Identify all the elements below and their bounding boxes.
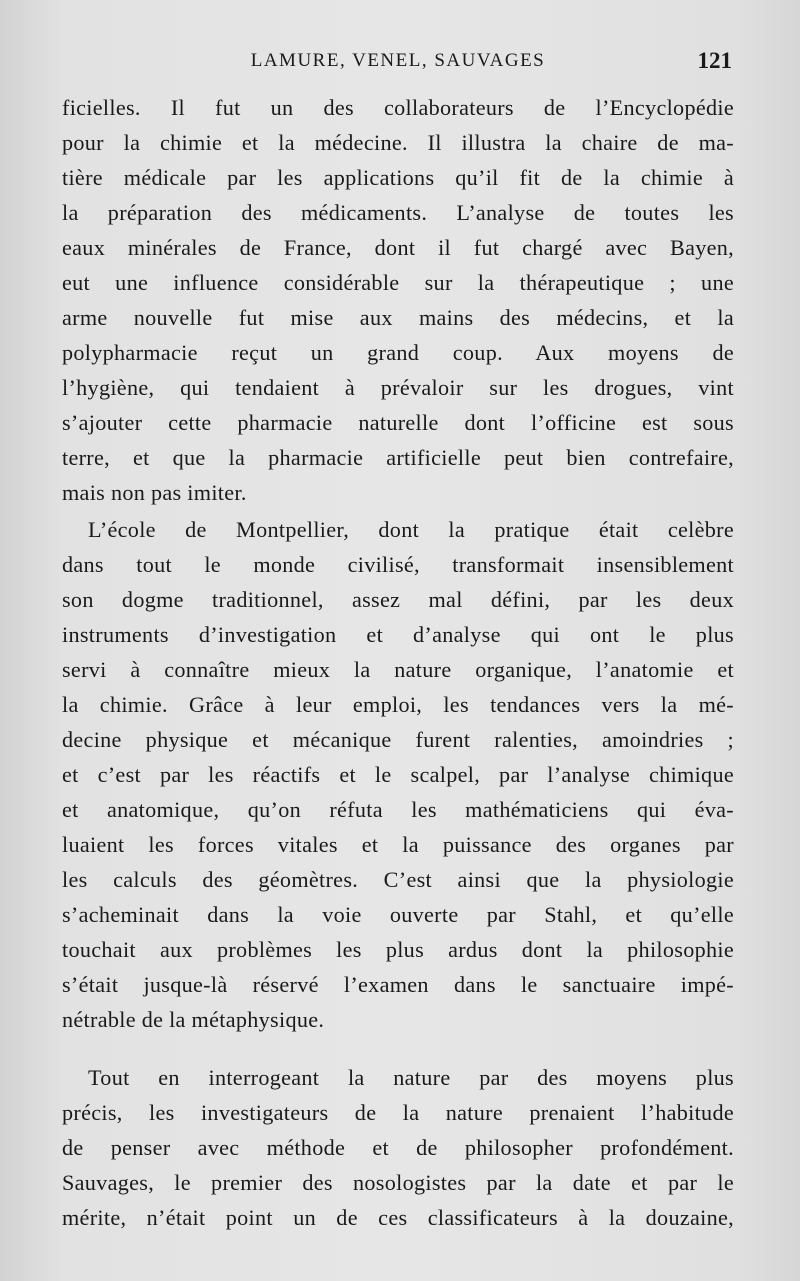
text-line: pour la chimie et la médecine. Il illustra la chaire de ma- [62, 130, 734, 155]
text-line: Tout en interrogeant la nature par des moyens plus [88, 1065, 734, 1090]
text-line: ficielles. Il fut un des collaborateurs de l’Encyclopédie [62, 95, 734, 120]
text-line: nétrable de la métaphysique. [62, 1007, 325, 1032]
text-line: L’école de Montpellier, dont la pratique était celèbre [88, 517, 734, 542]
text-line: arme nouvelle fut mise aux mains des médecins, et la [62, 305, 734, 330]
text-line: dans tout le monde civilisé, transformait insensiblement [62, 552, 734, 577]
text-line: s’était jusque-là réservé l’examen dans le sanctuaire impé- [62, 972, 734, 997]
text-line: polypharmacie reçut un grand coup. Aux moyens de [62, 340, 734, 365]
text-line: eut une influence considérable sur la thérapeutique ; une [62, 270, 734, 295]
running-head: LAMURE, VENEL, SAUVAGES [250, 50, 546, 71]
text-line: eaux minérales de France, dont il fut chargé avec Bayen, [62, 235, 734, 260]
text-line: luaient les forces vitales et la puissance des organes par [62, 832, 734, 857]
text-line: decine physique et mécanique furent ralenties, amoindries ; [62, 727, 734, 752]
text-line: et c’est par les réactifs et le scalpel, par l’analyse chimique [62, 762, 734, 787]
text-line: terre, et que la pharmacie artificielle peut bien contrefaire, [62, 445, 734, 470]
text-line: servi à connaître mieux la nature organique, l’anatomie et [62, 657, 734, 682]
page-header [62, 48, 734, 78]
text-line: la chimie. Grâce à leur emploi, les tendances vers la mé- [62, 692, 734, 717]
text-line: mais non pas imiter. [62, 480, 247, 505]
text-line: précis, les investigateurs de la nature prenaient l’habitude [62, 1100, 734, 1125]
text-line: s’acheminait dans la voie ouverte par Stahl, et qu’elle [62, 902, 734, 927]
text-line: touchait aux problèmes les plus ardus dont la philosophie [62, 937, 734, 962]
text-line: la préparation des médicaments. L’analyse de toutes les [62, 200, 734, 225]
text-line: mérite, n’était point un de ces classificateurs à la douzaine, [62, 1205, 734, 1230]
text-line: Sauvages, le premier des nosologistes par la date et par le [62, 1170, 734, 1195]
page-number: 121 [697, 48, 732, 73]
text-line: de penser avec méthode et de philosopher profondément. [62, 1135, 734, 1160]
text-line: et anatomique, qu’on réfuta les mathématiciens qui éva- [62, 797, 734, 822]
text-line: les calculs des géomètres. C’est ainsi que la physiologie [62, 867, 734, 892]
text-line: l’hygiène, qui tendaient à prévaloir sur les drogues, vint [62, 375, 734, 400]
text-line: tière médicale par les applications qu’il fit de la chimie à [62, 165, 734, 190]
text-line: son dogme traditionnel, assez mal défini, par les deux [62, 587, 734, 612]
text-line: s’ajouter cette pharmacie naturelle dont l’officine est sous [62, 410, 734, 435]
text-line: instruments d’investigation et d’analyse qui ont le plus [62, 622, 734, 647]
